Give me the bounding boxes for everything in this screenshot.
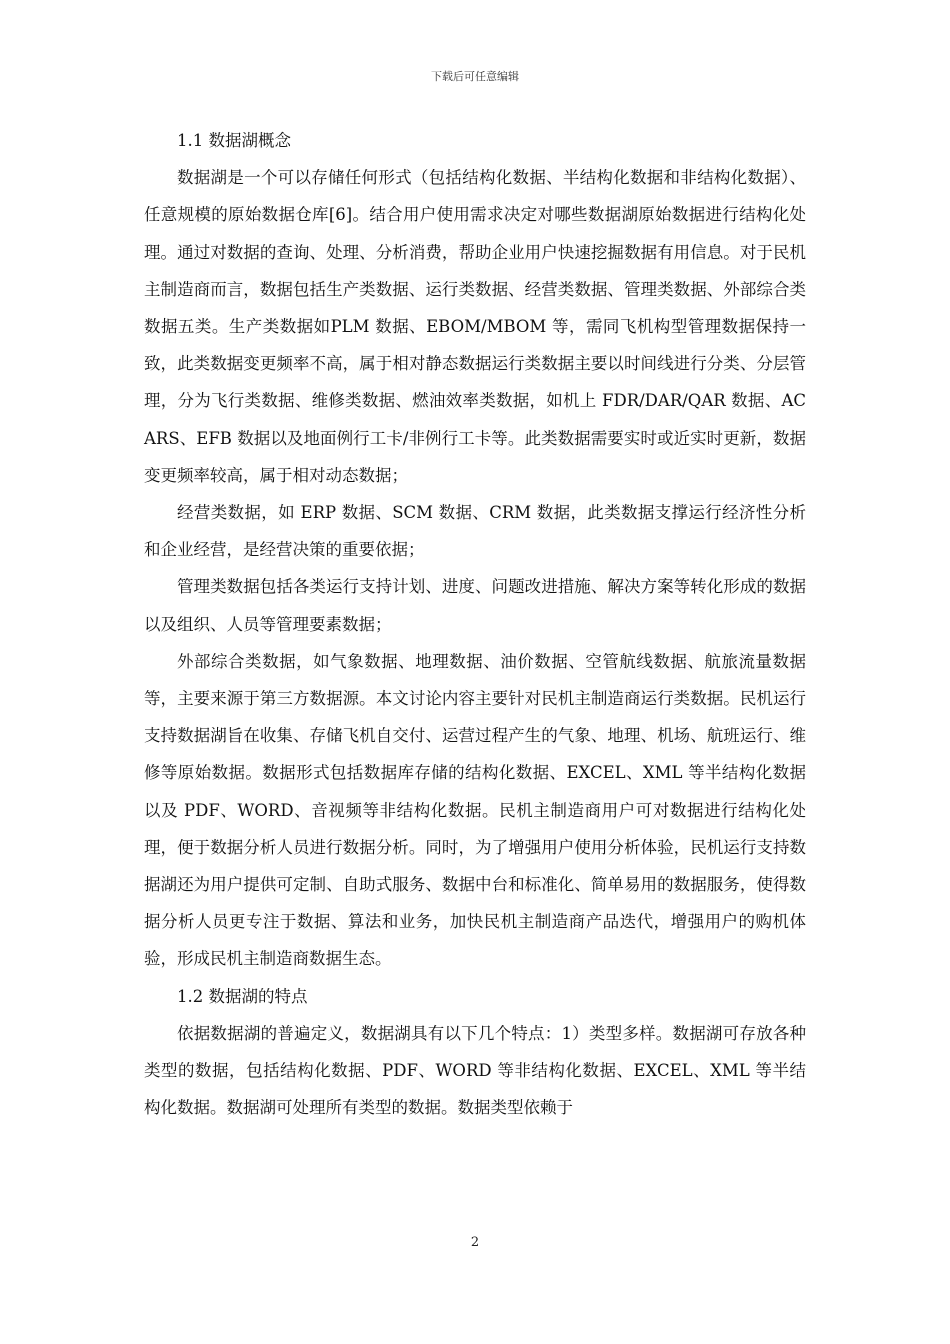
document-body	[144, 122, 806, 1126]
page-header: 下载后可任意编辑	[431, 70, 519, 83]
paragraph: 外部综合类数据，如气象数据、地理数据、油价数据、空管航线数据、航旅流量数据等，主要来源于第三方数据源。本文讨论内容主要针对民机主制造商运行类数据。民机运行支持数据湖旨在收集、存储飞机自交付、运营过程产生的气象、地理、机场、航班运行、维修等原始数据。数据形式包括数据库存储的结构化数据、EXCEL、XML 等半结构化数据以及 PDF、WORD、音视频等非结构化数据。民机主制造商用户可对数据进行结构化处理，便于数据分析人员进行数据分析。同时，为了增强用户使用分析体验，民机运行支持数据湖还为用户提供可定制、自助式服务、数据中台和标准化、简单易用的数据服务，使得数据分析人员更专注于数据、算法和业务，加快民机主制造商产品迭代，增强用户的购机体验，形成民机主制造商数据生态。	[144, 651, 806, 969]
page-number: 2	[470, 1235, 480, 1250]
paragraph: 经营类数据，如 ERP 数据、SCM 数据、CRM 数据，此类数据支撑运行经济性分析和企业经营，是经营决策的重要依据；	[144, 503, 806, 560]
section-heading: 1.2 数据湖的特点	[177, 986, 308, 1006]
section-heading: 1.1 数据湖概念	[177, 131, 291, 150]
paragraph: 数据湖是一个可以存储任何形式（包括结构化数据、半结构化数据和非结构化数据）、任意规模的原始数据仓库[6]。结合用户使用需求决定对哪些数据湖原始数据进行结构化处理。通过对数据的查询、处理、分析消费，帮助企业用户快速挖掘数据有用信息。对于民机主制造商而言，数据包括生产类数据、运行类数据、经营类数据、管理类数据、外部综合类数据五类。生产类数据如PLM 数据、EBOM/MBOM 等，需同飞机构型管理数据保持一致，此类数据变更频率不高，属于相对静态数据运行类数据主要以时间线进行分类、分层管理，分为飞行类数据、维修类数据、燃油效率类数据，如机上 FDR/DAR/QAR 数据、ACARS、EFB 数据以及地面例行工卡/非例行工卡等。此类数据需要实时或近实时更新，数据变更频率较高，属于相对动态数据；	[144, 168, 806, 485]
paragraph: 管理类数据包括各类运行支持计划、进度、问题改进措施、解决方案等转化形成的数据以及组织、人员等管理要素数据；	[144, 577, 806, 634]
paragraph: 依据数据湖的普遍定义，数据湖具有以下几个特点：1）类型多样。数据湖可存放各种类型的数据，包括结构化数据、PDF、WORD 等非结构化数据、EXCEL、XML 等半结构化数据。数据湖可处理所有类型的数据。数据类型依赖于	[144, 1023, 806, 1118]
